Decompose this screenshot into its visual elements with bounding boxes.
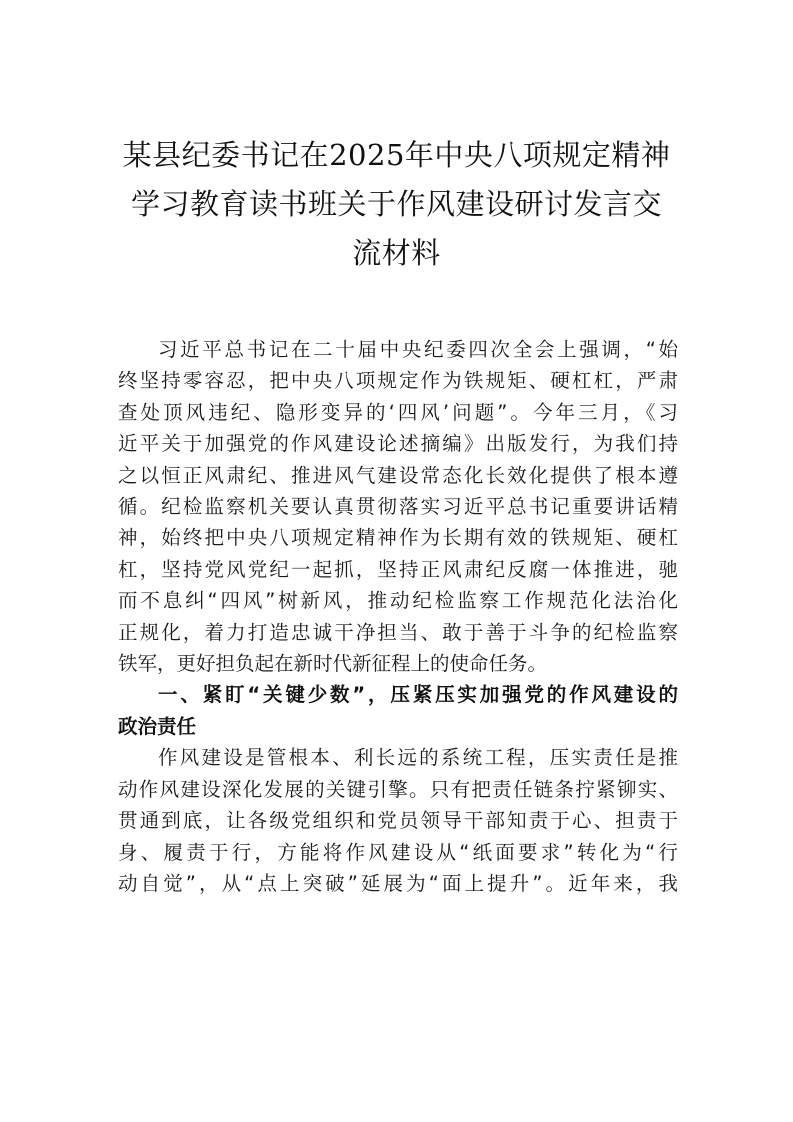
paragraph-line: 动作风建设深化发展的关键引擎。只有把责任链条拧紧铆实、 (118, 777, 678, 801)
intro-paragraph (118, 334, 678, 679)
paragraph-line: 循。纪检监察机关要认真贯彻落实习近平总书记重要讲话精 (118, 495, 678, 519)
paragraph-line: 习近平总书记在二十届中央纪委四次全会上强调，“始 (158, 338, 678, 361)
paragraph-line: 贯通到底，让各级党组织和党员领导干部知责于心、担责于 (118, 809, 678, 833)
paragraph-line: 作风建设是管根本、利长远的系统工程，压实责任是推 (158, 746, 678, 770)
paragraph-line: 杠，坚持党风党纪一起抓，坚持正风肃纪反腐一体推进，驰 (118, 557, 678, 581)
section-heading-1 (118, 679, 678, 742)
paragraph-line: 神，始终把中央八项规定精神作为长期有效的铁规矩、硬杠 (118, 526, 678, 550)
heading-line: 政治责任 (118, 714, 197, 738)
paragraph-line: 正规化，着力打造忠诚干净担当、敢于善于斗争的纪检监察 (118, 620, 678, 644)
document-body (118, 334, 678, 899)
heading-line: 一、紧盯“关键少数”，压紧压实加强党的作风建设的 (158, 683, 678, 707)
paragraph-line: 动自觉”，从“点上突破”延展为“面上提升”。近年来，我 (118, 871, 678, 895)
paragraph-line: 而不息纠“四风”树新风，推动纪检监察工作规范化法治化 (118, 589, 678, 613)
paragraph-line: 终坚持零容忍，把中央八项规定作为铁规矩、硬杠杠，严肃 (118, 369, 678, 393)
paragraph-line: 近平关于加强党的作风建设论述摘编》出版发行，为我们持 (118, 432, 678, 456)
section-1-paragraph (118, 742, 678, 899)
paragraph-line: 身、履责于行，方能将作风建设从“纸面要求”转化为“行 (118, 840, 678, 864)
paragraph-line: 铁军，更好担负起在新时代新征程上的使命任务。 (118, 652, 548, 676)
paragraph-line: 之以恒正风肃纪、推进风气建设常态化长效化提供了根本遵 (118, 463, 678, 487)
title-line-1: 某县纪委书记在2025年中央八项规定精神 (122, 138, 671, 172)
document-title (110, 131, 683, 278)
title-line-2: 学习教育读书班关于作风建设研讨发言交 (130, 187, 662, 221)
title-line-3: 流材料 (352, 236, 441, 270)
paragraph-line: 查处顶风违纪、隐形变异的‘四风’问题”。今年三月，《习 (118, 400, 678, 424)
